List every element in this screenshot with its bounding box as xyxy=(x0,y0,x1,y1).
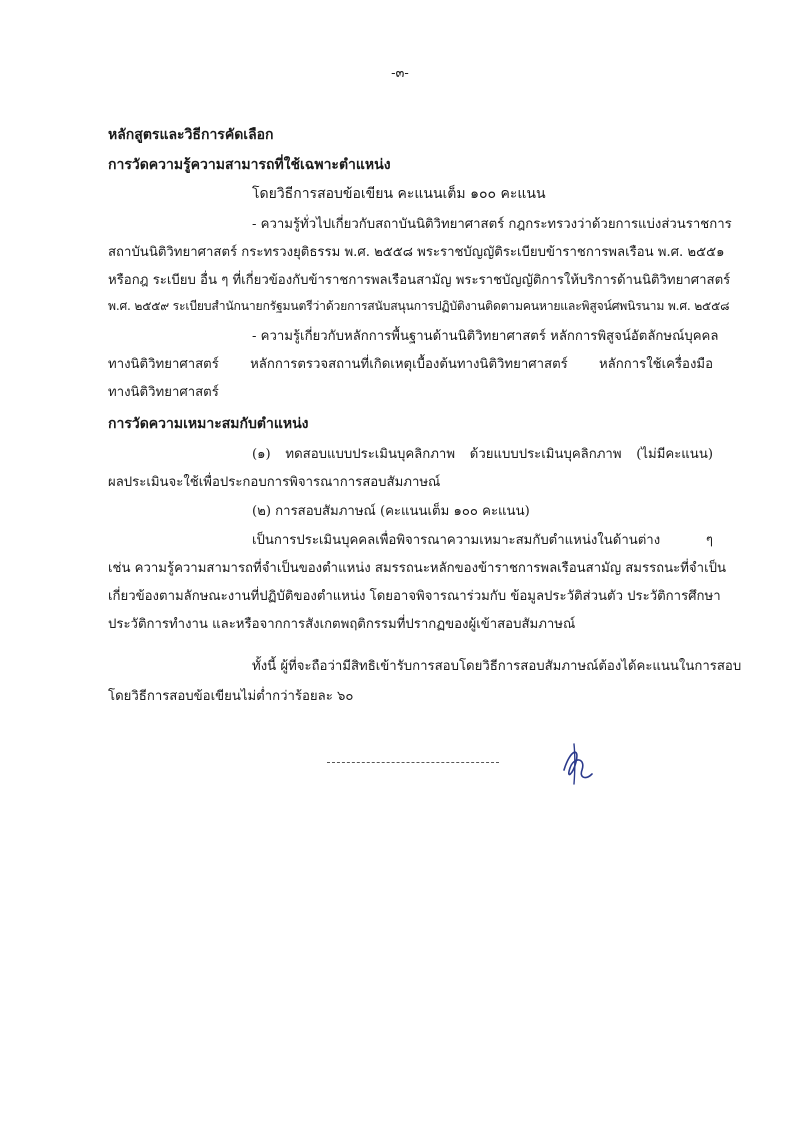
heading-knowledge-test: การวัดความรู้ความสามารถที่ใช้เฉพาะตำแหน่ง xyxy=(108,157,391,173)
eligibility-line-2: โดยวิธีการสอบข้อเขียนไม่ต่ำกว่าร้อยละ ๖๐ xyxy=(108,689,354,704)
signature-mark xyxy=(556,740,596,788)
interview-desc-line-2: เช่น ความรู้ความสามารถที่จำเป็นของตำแหน่ง สมรรถนะหลักของข้าราชการพลเรือนสามัญ สมรรถนะที่จำเป็น xyxy=(108,561,726,576)
knowledge-item-1-line-3: หรือกฎ ระเบียบ อื่น ๆ ที่เกี่ยวข้องกับข้าราชการพลเรือนสามัญ พระราชบัญญัติการให้บริการด้านนิติวิทยาศาสตร์ xyxy=(108,273,731,288)
interview-desc-line-3: เกี่ยวข้องตามลักษณะงานที่ปฏิบัติของตำแหน่ง โดยอาจพิจารณาร่วมกับ ข้อมูลประวัติส่วนตัว ประวัติการศึกษา xyxy=(108,589,721,604)
personality-test-line-2: ผลประเมินจะใช้เพื่อประกอบการพิจารณาการสอบสัมภาษณ์ xyxy=(108,475,441,490)
knowledge-item-1-line-1: - ความรู้ทั่วไปเกี่ยวกับสถาบันนิติวิทยาศาสตร์ กฎกระทรวงว่าด้วยการแบ่งส่วนราชการ xyxy=(252,217,732,232)
interview-desc-line-1: เป็นการประเมินบุคคลเพื่อพิจารณาความเหมาะสมกับตำแหน่งในด้านต่าง ๆ xyxy=(252,533,713,548)
eligibility-line-1: ทั้งนี้ ผู้ที่จะถือว่ามีสิทธิเข้ารับการสอบโดยวิธีการสอบสัมภาษณ์ต้องได้คะแนนในการสอบ xyxy=(252,659,742,674)
knowledge-item-1-line-4: พ.ศ. ๒๕๕๙ ระเบียบสำนักนายกรัฐมนตรีว่าด้วยการสนับสนุนการปฏิบัติงานติดตามคนหายและพิสูจน์ศพนิรนาม พ.ศ. ๒๕๕๘ xyxy=(108,299,730,313)
knowledge-item-1-line-2: สถาบันนิติวิทยาศาสตร์ กระทรวงยุติธรรม พ.ศ. ๒๕๕๘ พระราชบัญญัติระเบียบข้าราชการพลเรือน พ.ศ. ๒๕๕๑ xyxy=(108,245,725,260)
knowledge-item-2-line-1: - ความรู้เกี่ยวกับหลักการพื้นฐานด้านนิติวิทยาศาสตร์ หลักการพิสูจน์อัตลักษณ์บุคคล xyxy=(252,329,719,344)
written-exam-line: โดยวิธีการสอบข้อเขียน คะแนนเต็ม ๑๐๐ คะแนน xyxy=(252,186,546,202)
knowledge-item-2-line-2: ทางนิติวิทยาศาสตร์ หลักการตรวจสถานที่เกิดเหตุเบื้องต้นทางนิติวิทยาศาสตร์ หลักการใช้เครื่องมือ xyxy=(108,357,713,372)
interview-desc-line-4: ประวัติการทำงาน และหรือจากการสังเกตพฤติกรรมที่ปรากฏของผู้เข้าสอบสัมภาษณ์ xyxy=(108,617,576,632)
heading-selection-criteria: หลักสูตรและวิธีการคัดเลือก xyxy=(108,127,274,143)
personality-test-line-1: (๑) ทดสอบแบบประเมินบุคลิกภาพ ด้วยแบบประเมินบุคลิกภาพ (ไม่มีคะแนน) xyxy=(252,447,713,462)
heading-suitability: การวัดความเหมาะสมกับตำแหน่ง xyxy=(108,416,309,432)
knowledge-item-2-line-3: ทางนิติวิทยาศาสตร์ xyxy=(108,385,219,400)
page-number: -๓- xyxy=(391,66,409,81)
interview-heading: (๒) การสอบสัมภาษณ์ (คะแนนเต็ม ๑๐๐ คะแนน) xyxy=(252,504,530,519)
signature-line xyxy=(327,762,499,763)
